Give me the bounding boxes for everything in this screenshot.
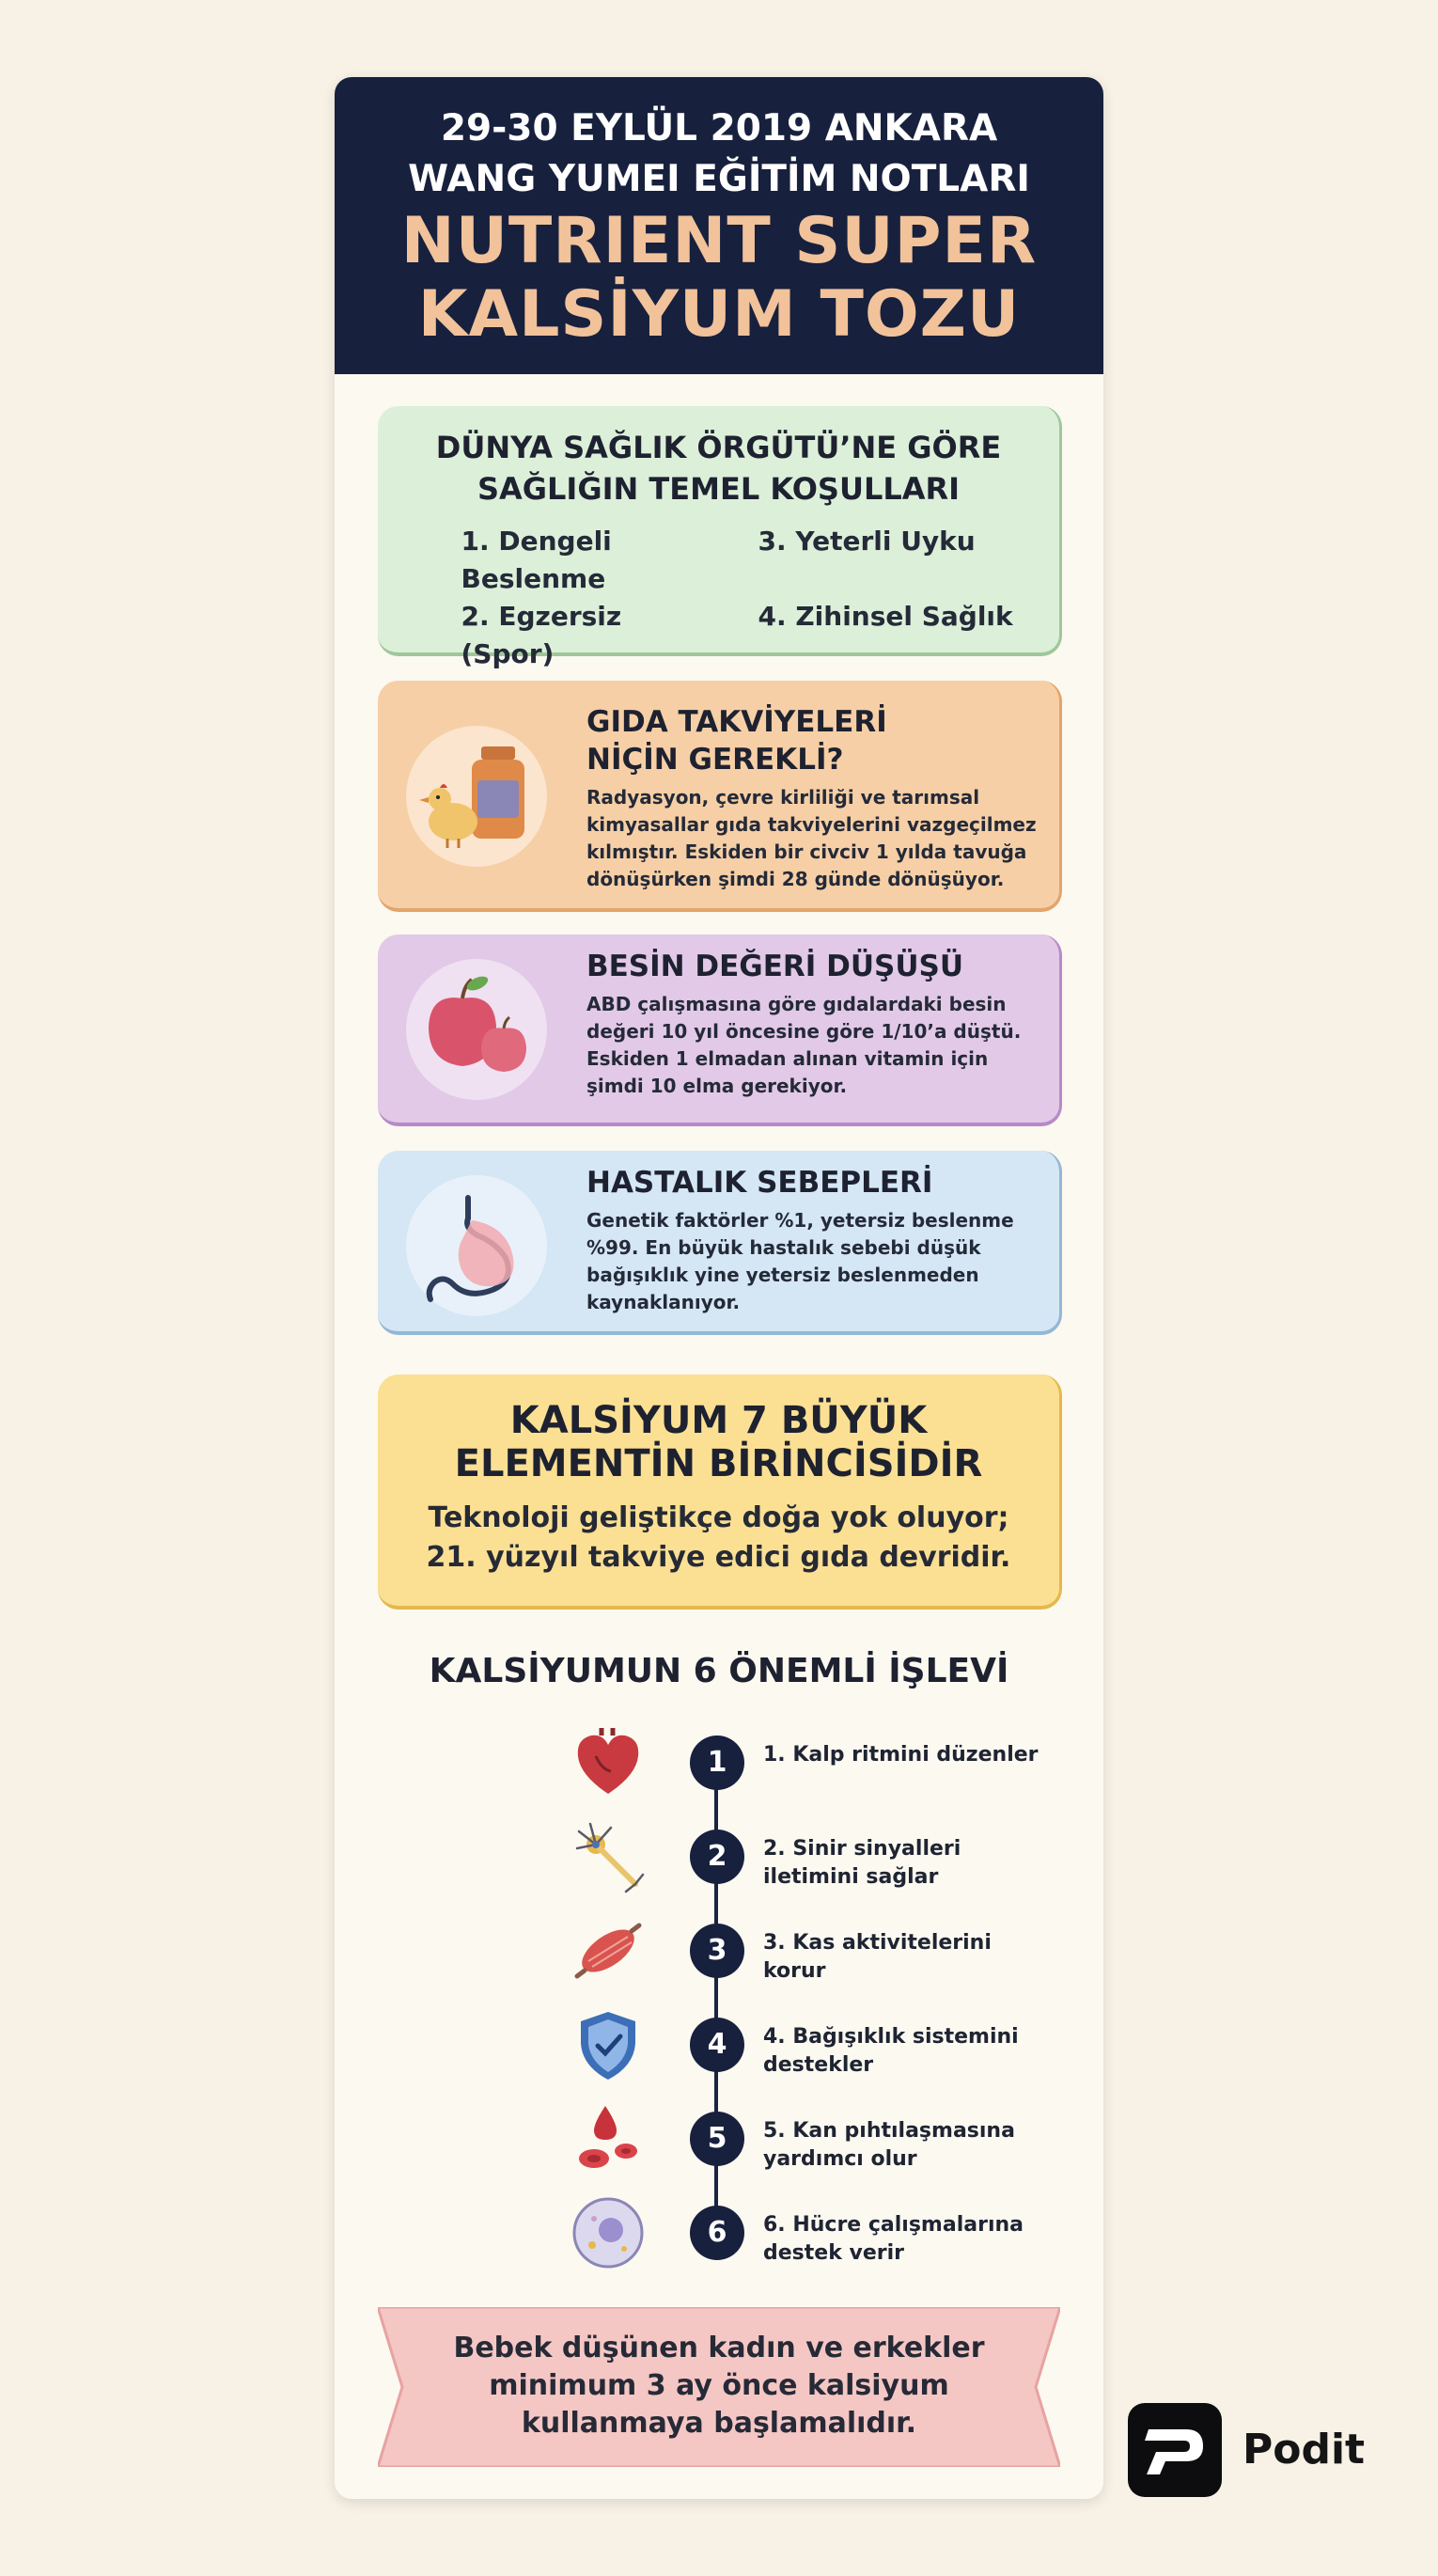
who-condition-item: 1. Dengeli Beslenme: [461, 526, 612, 594]
list-item: [335, 2093, 1103, 2187]
muscle-icon: [570, 1912, 647, 1989]
brand-watermark: [1128, 2403, 1372, 2497]
event-date: 29-30 EYLÜL 2019 ANKARA: [440, 107, 998, 149]
list-item: [335, 1717, 1103, 1811]
function-label: 4. Bağışıklık sistemini destekler: [763, 2025, 1019, 2077]
page-title-line2: KALSİYUM TOZU: [417, 277, 1021, 352]
function-label: 1. Kalp ritmini düzenler: [763, 1743, 1039, 1767]
nutrition-title: BESİN DEĞERİ DÜŞÜŞÜ: [586, 950, 964, 983]
function-number: 2: [690, 1830, 744, 1884]
advice-line3: kullanmaya başlamalıdır.: [521, 2407, 917, 2440]
who-conditions-box: [378, 406, 1062, 669]
supplements-box: [378, 681, 1062, 912]
list-item: [335, 1811, 1103, 1905]
function-label: 3. Kas aktivitelerini korur: [763, 1931, 992, 1983]
heart-icon: [570, 1724, 647, 1801]
who-condition-item: 3. Yeterli Uyku: [758, 526, 976, 557]
disease-text: Genetik faktörler %1, yetersiz beslenme %99. En büyük hastalık sebebi düşük bağışıklık yine yetersiz beslenmeden kaynaklanıyor.: [586, 1209, 1014, 1313]
function-label: 2. Sinir sinyalleri iletimini sağlar: [763, 1837, 961, 1889]
disease-box: [378, 1151, 1062, 1335]
supplements-title-line2: NİÇİN GEREKLİ?: [586, 743, 844, 777]
calcium-title-line2: ELEMENTİN BİRİNCİSİDİR: [454, 1442, 983, 1485]
advice-banner: [378, 2307, 1060, 2467]
stomach-icon: [406, 1175, 547, 1316]
infographic-card: [335, 77, 1103, 2499]
chicken-supplement-jar-icon: [406, 726, 547, 867]
advice-line2: minimum 3 ay önce kalsiyum: [489, 2369, 949, 2402]
calcium-text-line2: 21. yüzyıl takviye edici gıda devridir.: [426, 1541, 1011, 1574]
function-number: 1: [690, 1736, 744, 1790]
function-label: 5. Kan pıhtılaşmasına yardımcı olur: [763, 2119, 1015, 2171]
advice-line1: Bebek düşünen kadın ve erkekler: [453, 2332, 985, 2364]
function-number: 6: [690, 2206, 744, 2260]
nutrition-box: [378, 935, 1062, 1126]
event-subtitle: WANG YUMEI EĞİTİM NOTLARI: [408, 158, 1030, 200]
who-condition-item: 2. Egzersiz (Spor): [461, 601, 622, 669]
list-item: [335, 1905, 1103, 1999]
who-conditions-list: [378, 523, 1059, 673]
supplements-title-line1: GIDA TAKVİYELERİ: [586, 705, 887, 739]
disease-title: HASTALIK SEBEPLERİ: [586, 1166, 933, 1200]
header: [335, 77, 1103, 374]
supplements-text: Radyasyon, çevre kirliliği ve tarımsal kimyasallar gıda takviyelerini vazgeçilmez kılmıştır. Eskiden bir civciv 1 yılda tavuğa dönüşürken şimdi 28 günde dönüşüyor.: [586, 786, 1037, 890]
function-number: 3: [690, 1924, 744, 1978]
blood-cells-icon: [570, 2100, 647, 2177]
function-number: 4: [690, 2018, 744, 2072]
who-title-line1: DÜNYA SAĞLIK ÖRGÜTÜ’NE GÖRE: [435, 430, 1002, 465]
function-number: 5: [690, 2112, 744, 2166]
list-item: [335, 2187, 1103, 2281]
calcium-box: [378, 1374, 1062, 1610]
podit-logo-icon: [1128, 2403, 1222, 2497]
function-label: 6. Hücre çalışmalarına destek verir: [763, 2213, 1024, 2265]
calcium-text-line1: Teknoloji geliştikçe doğa yok oluyor;: [428, 1501, 1009, 1534]
cell-icon: [570, 2194, 647, 2271]
calcium-title-line1: KALSİYUM 7 BÜYÜK: [509, 1399, 928, 1442]
who-title-line2: SAĞLIĞIN TEMEL KOŞULLARI: [477, 471, 961, 507]
nutrition-text: ABD çalışmasına göre gıdalardaki besin değeri 10 yıl öncesine göre 1/10’a düştü. Eskiden 1 elmadan alınan vitamin için şimdi 10 elma gerekiyor.: [586, 993, 1022, 1097]
page-title-line1: NUTRIENT SUPER: [400, 204, 1038, 278]
apple-icon: [406, 959, 547, 1100]
who-condition-item: 4. Zihinsel Sağlık: [758, 601, 1013, 632]
functions-title: KALSİYUMUN 6 ÖNEMLİ İŞLEVİ: [429, 1652, 1009, 1690]
brand-name: Podit: [1243, 2426, 1366, 2474]
neuron-icon: [570, 1818, 647, 1895]
list-item: [335, 1999, 1103, 2093]
functions-list: [335, 1717, 1103, 2375]
shield-check-icon: [570, 2006, 647, 2083]
